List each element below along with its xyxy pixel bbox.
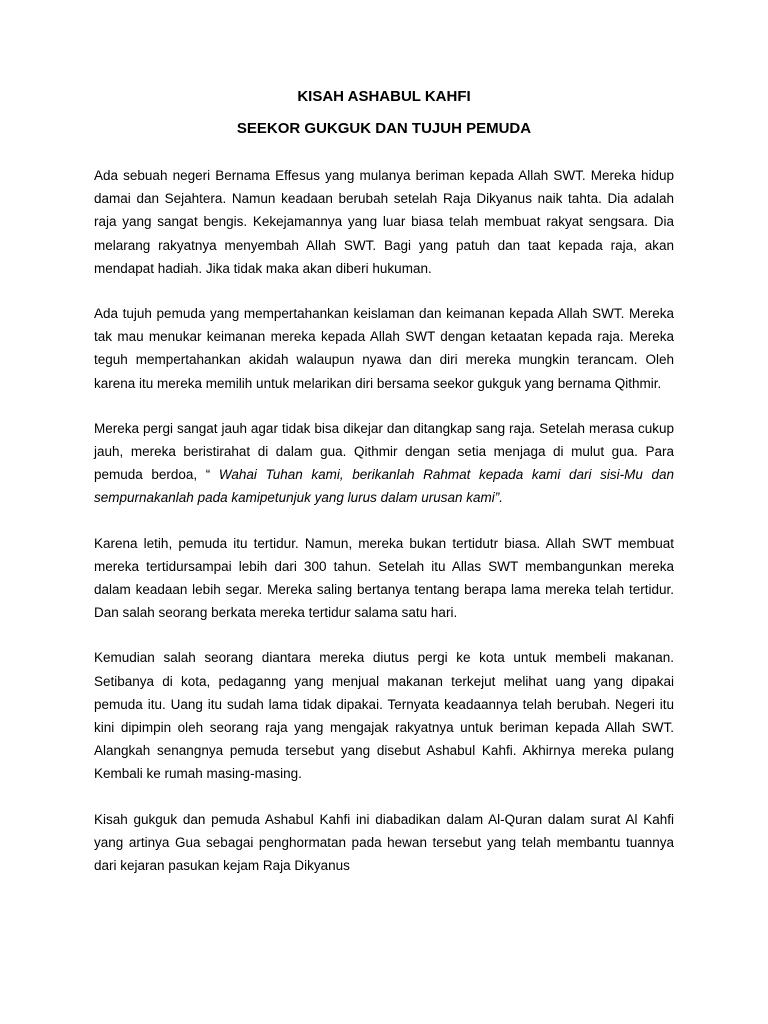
prayer-quote: Wahai Tuhan kami, berikanlah Rahmat kepada kami dari sisi-Mu dan sempurnakanlah pada kamipetunjuk yang lurus dalam urusan kami”. <box>94 467 674 506</box>
document-page <box>94 86 674 877</box>
paragraph-6: Kisah gukguk dan pemuda Ashabul Kahfi ini diabadikan dalam Al-Quran dalam surat Al Kahfi yang artinya Gua sebagai penghormatan pada hewan tersebut yang telah membantu tuannya dari kejaran pasukan kejam Raja Dikyanus <box>94 811 674 874</box>
paragraph-5: Kemudian salah seorang diantara mereka diutus pergi ke kota untuk membeli makanan. Setibanya di kota, pedaganng yang menjual makanan terkejut melihat uang yang dipakai pemuda itu. Uang itu sudah lama tidak dipakai. Ternyata keadaannya telah berubah. Negeri itu kini dipimpin oleh seorang raja yang mengajak rakyatnya untuk beriman kepada Allah SWT. Alangkah senangnya pemuda tersebut yang disebut Ashabul Kahfi. Akhirnya mereka pulang Kembali ke rumah masing-masing. <box>94 650 674 782</box>
document-title: KISAH ASHABUL KAHFI <box>297 88 471 105</box>
paragraph-4: Karena letih, pemuda itu tertidur. Namun, mereka bukan tertidutr biasa. Allah SWT membuat mereka tertidursampai lebih dari 300 tahun. Setelah itu Allas SWT membangunkan mereka dalam keadaan lebih segar. Mereka saling bertanya tentang berapa lama mereka telah tertidur. Dan salah seorang berkata mereka tertidur salama satu hari. <box>94 535 674 621</box>
document-subtitle: SEEKOR GUKGUK DAN TUJUH PEMUDA <box>236 120 532 137</box>
paragraph-3 <box>94 417 674 510</box>
paragraph-3-text: Mereka pergi sangat jauh agar tidak bisa dikejar dan ditangkap sang raja. Setelah merasa cukup jauh, mereka beristirahat di dalam gua. Qithmir dengan setia menjaga di mulut gua. Para pemuda berdoa, “ <box>94 420 674 483</box>
paragraph-2: Ada tujuh pemuda yang mempertahankan keislaman dan keimanan kepada Allah SWT. Mereka tak mau menukar keimanan mereka kepada Allah SWT dengan ketaatan kepada raja. Mereka teguh mempertahankan akidah walaupun nyawa dan diri mereka mungkin terancam. Oleh karena itu mereka memilih untuk melarikan diri bersama seekor gukguk yang bernama Qithmir. <box>94 306 674 391</box>
paragraph-1: Ada sebuah negeri Bernama Effesus yang mulanya beriman kepada Allah SWT. Mereka hidup damai dan Sejahtera. Namun keadaan berubah setelah Raja Dikyanus naik tahta. Dia adalah raja yang sangat bengis. Kekejamannya yang luar biasa telah membuat rakyat sengsara. Dia melarang rakyatnya menyembah Allah SWT. Bagi yang patuh dan taat kepada raja, akan mendapat hadiah. Jika tidak maka akan diberi hukuman. <box>94 168 674 276</box>
